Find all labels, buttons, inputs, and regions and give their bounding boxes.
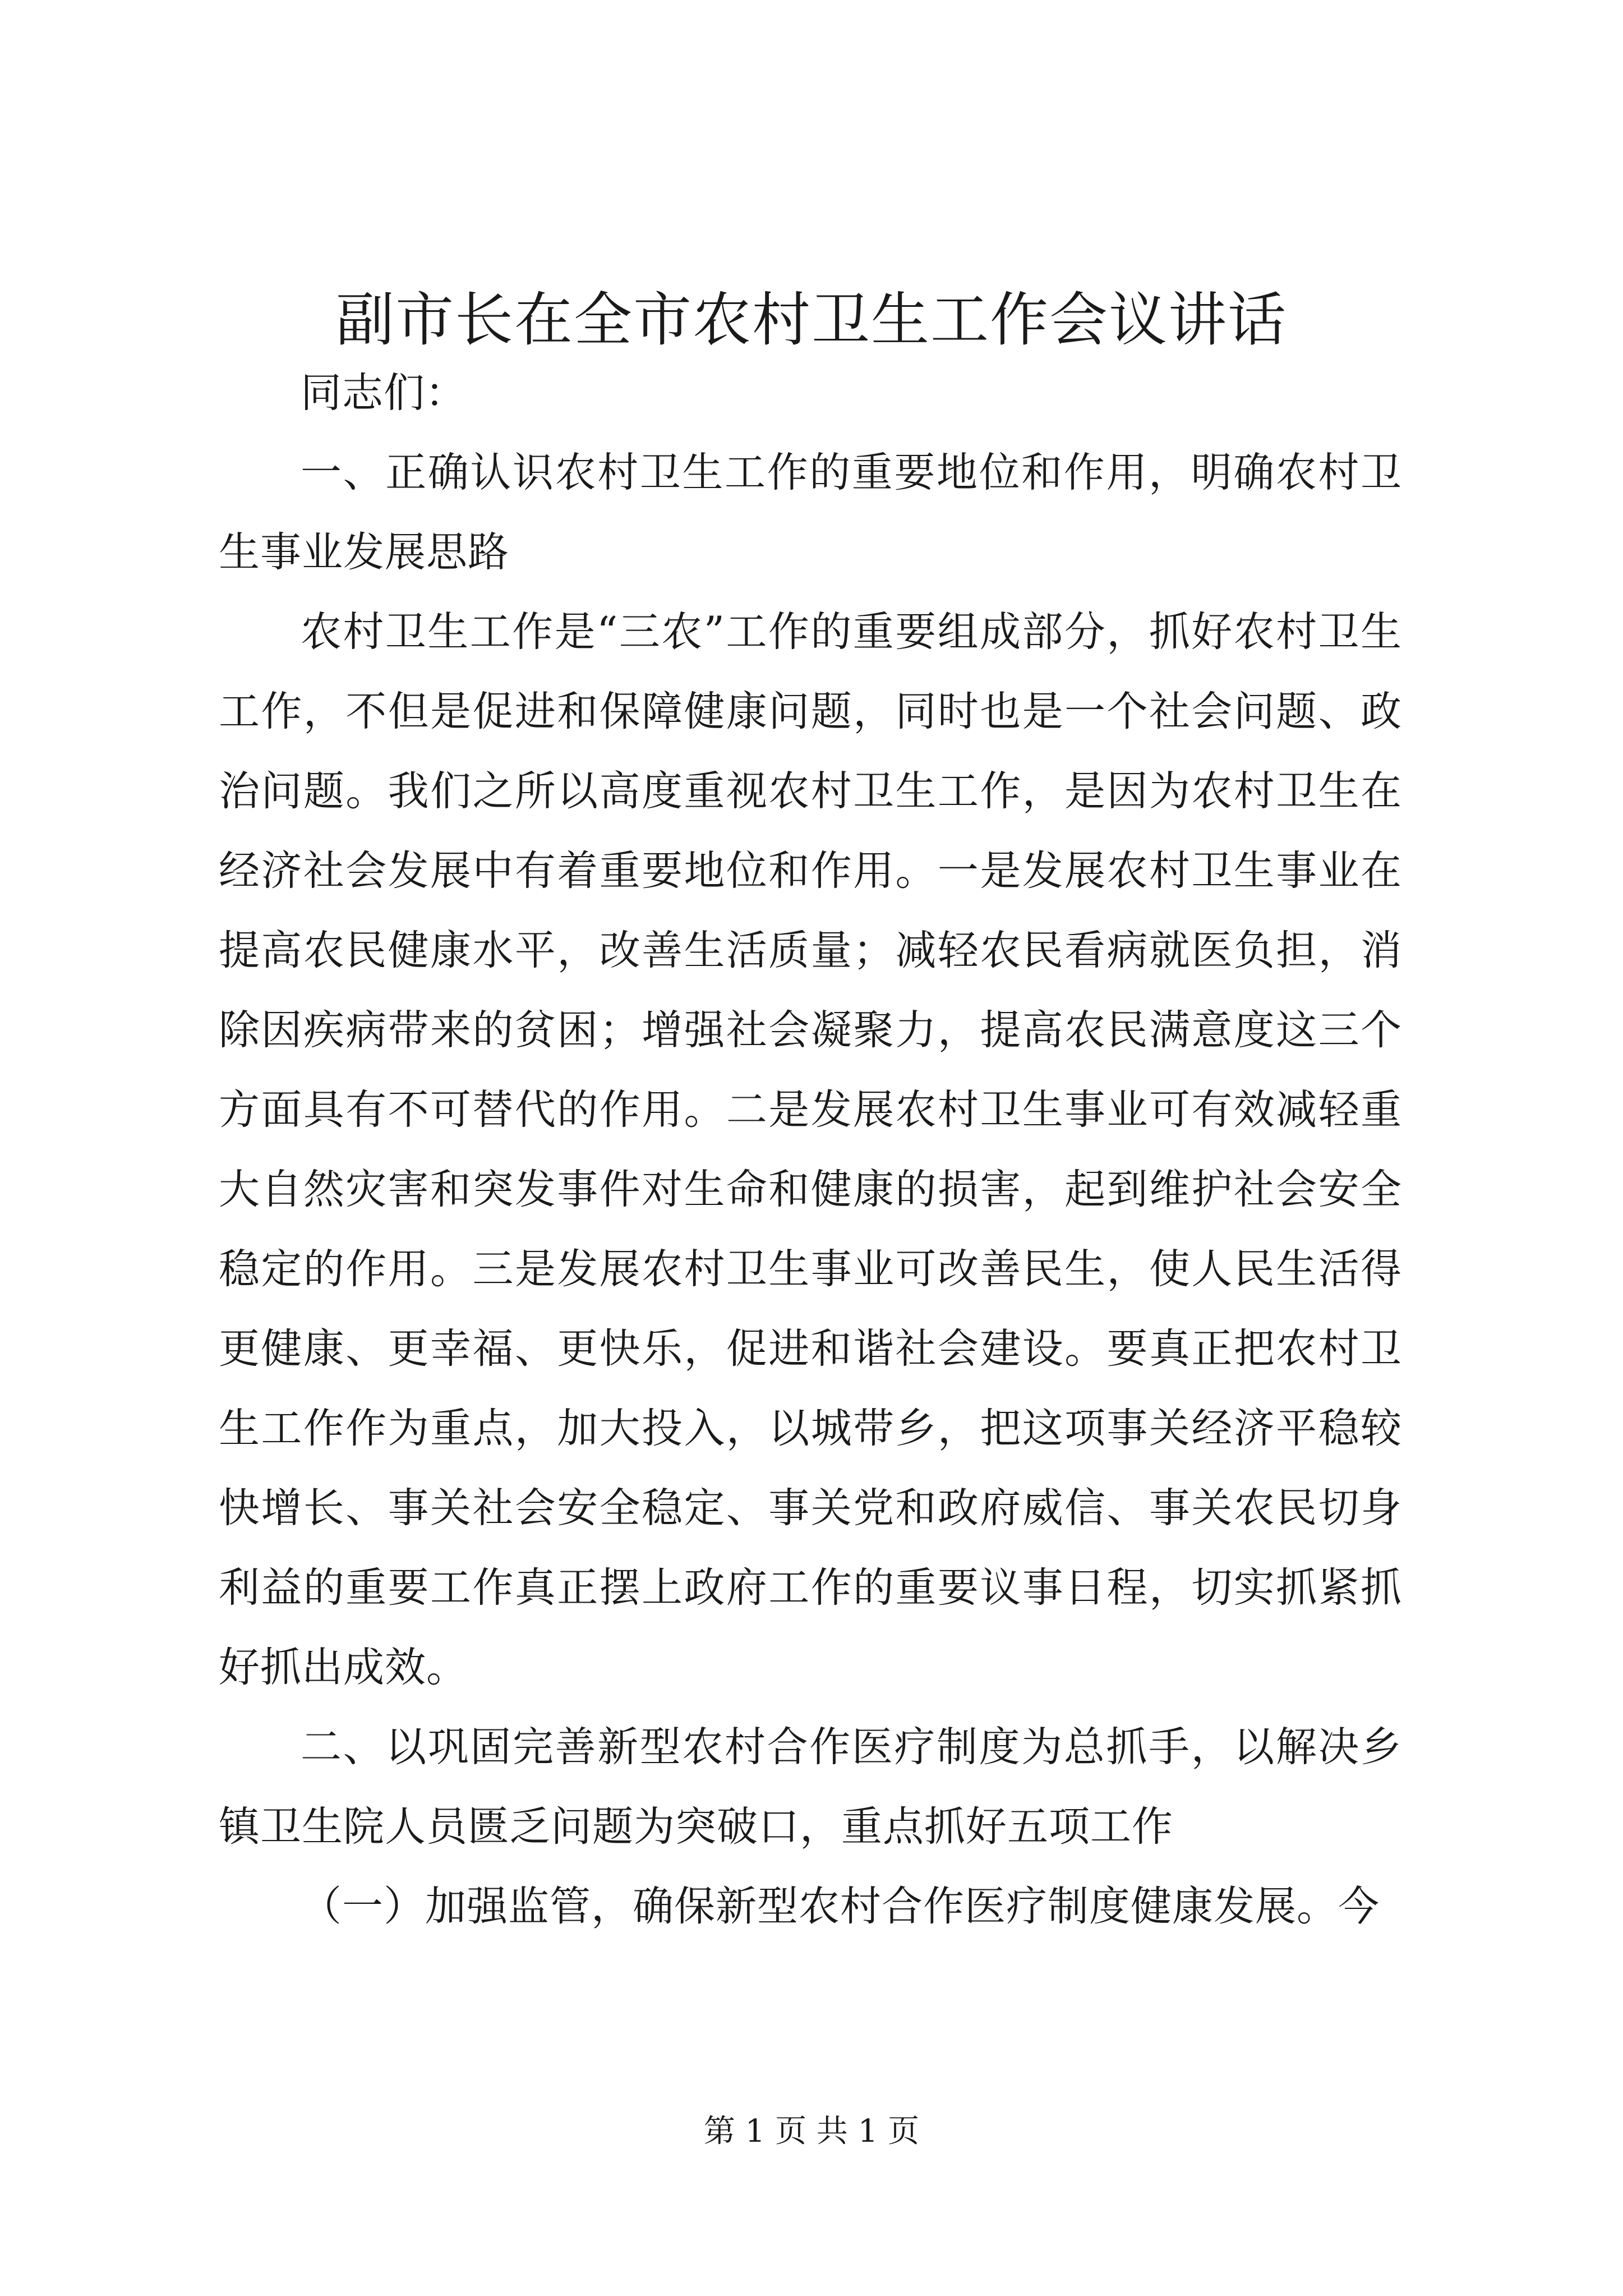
document-title: 副市长在全市农村卫生工作会议讲话: [335, 286, 1287, 354]
page-footer: 第 1 页 共 1 页: [703, 2113, 920, 2150]
paragraph-section-2-heading: 二、以巩固完善新型农村合作医疗制度为总抓手，以解决乡镇卫生院人员匮乏问题为突破口，重点抓好五项工作: [219, 1723, 1402, 1851]
document-body: [219, 353, 1402, 1947]
paragraph-subsection-1: （一）加强监管，确保新型农村合作医疗制度健康发展。今: [301, 1883, 1380, 1930]
paragraph-section-1-heading: 一、正确认识农村卫生工作的重要地位和作用，明确农村卫生事业发展思路: [219, 449, 1402, 576]
salutation: 同志们：: [301, 369, 467, 417]
paragraph-section-1-body: 农村卫生工作是“三农”工作的重要组成部分，抓好农村卫生工作，不但是促进和保障健康问题，同时也是一个社会问题、政治问题。我们之所以高度重视农村卫生工作，是因为农村卫生在经济社会发展中有着重要地位和作用。一是发展农村卫生事业在提高农民健康水平，改善生活质量；减轻农民看病就医负担，消除因疾病带来的贫困；增强社会凝聚力，提高农民满意度这三个方面具有不可替代的作用。二是发展农村卫生事业可有效减轻重大自然灾害和突发事件对生命和健康的损害，起到维护社会安全稳定的作用。三是发展农村卫生事业可改善民生，使人民生活得更健康、更幸福、更快乐，促进和谐社会建设。要真正把农村卫生工作作为重点，加大投入，以城带乡，把这项事关经济平稳较快增长、事关社会安全稳定、事关党和政府威信、事关农民切身利益的重要工作真正摆上政府工作的重要议事日程，切实抓紧抓好抓出成效。: [219, 608, 1402, 1691]
